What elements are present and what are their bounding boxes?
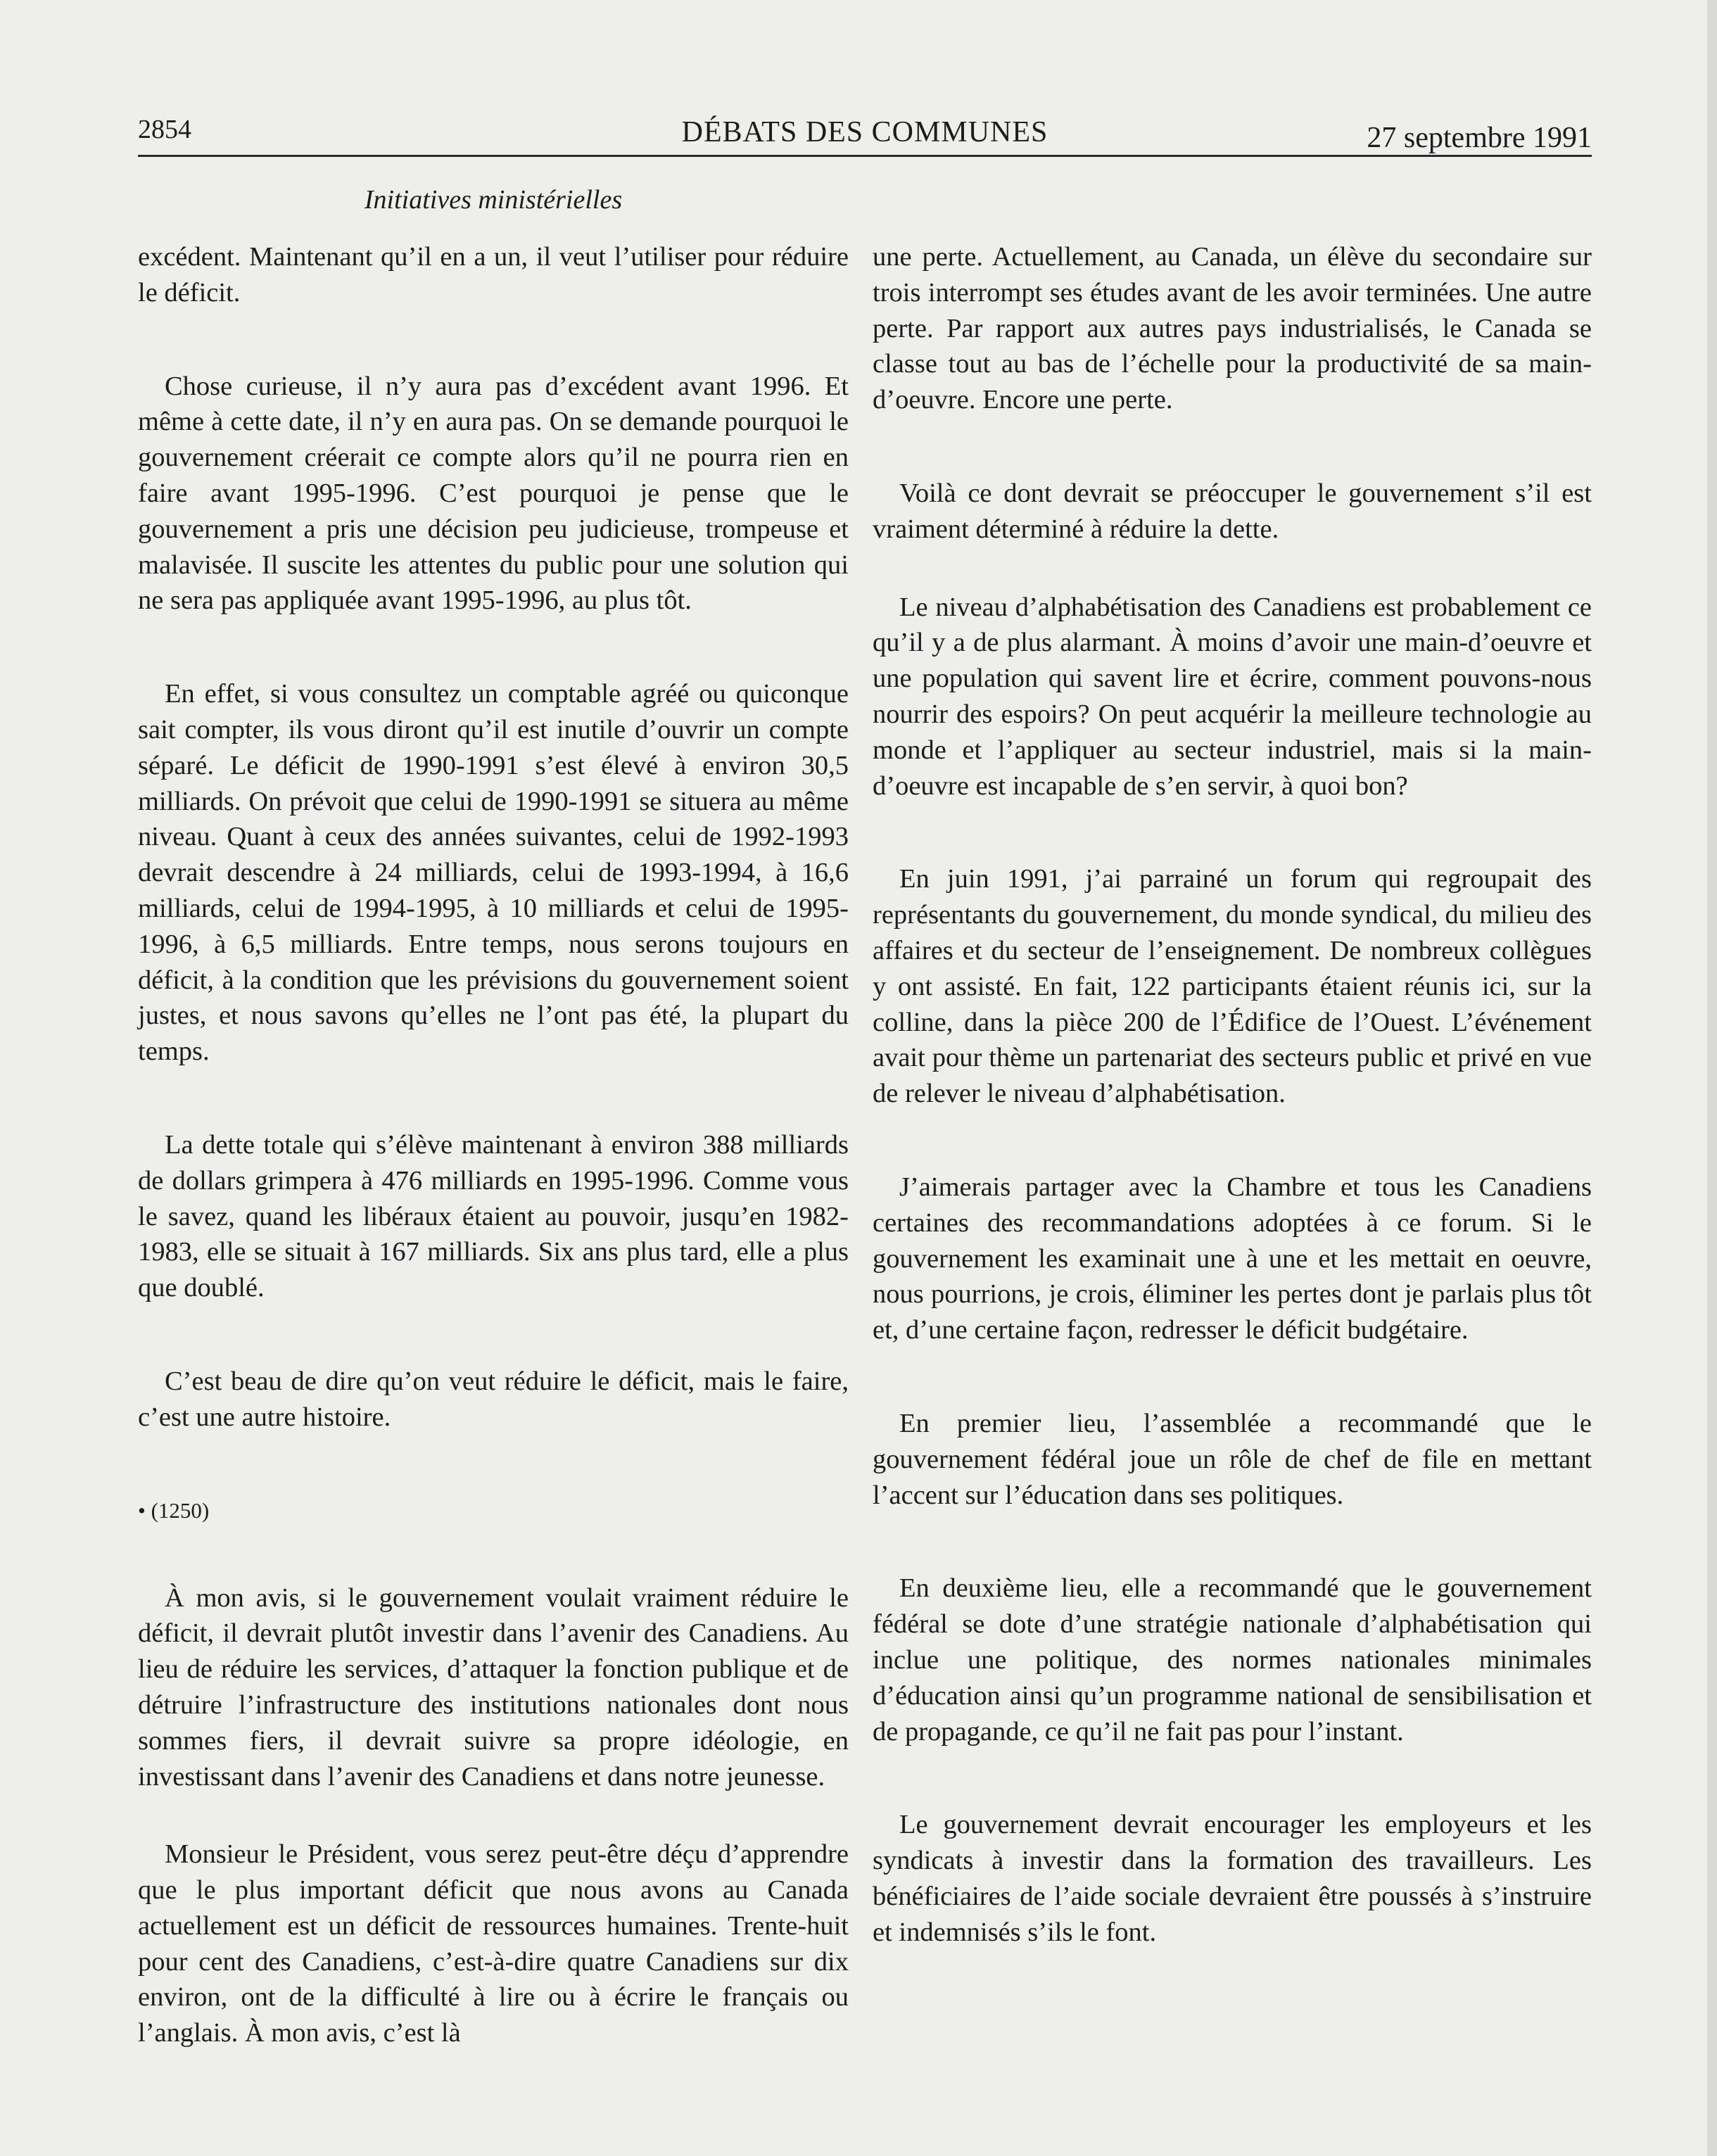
paragraph: une perte. Actuellement, au Canada, un élève du secondaire sur trois interrompt ses études avant de les avoir terminées. Une autre perte. Par rapport aux autres pays industrialisés, le Canada se classe tout au bas de l’échelle pour la productivité de sa main-d’oeuvre. Encore une perte.	[873, 242, 1592, 415]
paragraph: Le gouvernement devrait encourager les employeurs et les syndicats à investir dans la formation des travailleurs. Les bénéficiaires de l’aide sociale devraient être poussés à s’instruire et indemnisés s’ils le font.	[873, 1810, 1592, 1947]
paragraph: La dette totale qui s’élève maintenant à environ 388 milliards de dollars grimpera à 476 milliards en 1995-1996. Comme vous le savez, quand les libéraux étaient au pouvoir, jusqu’en 1982-1983, elle se situait à 167 milliards. Six ans plus tard, elle a plus que doublé.	[138, 1129, 849, 1303]
section-subheader: Initiatives ministérielles	[364, 185, 623, 215]
paragraph: En juin 1991, j’ai parrainé un forum qui regroupait des représentants du gouvernement, du monde syndical, du milieu des affaires et du secteur de l’enseignement. De nombreux collègues y ont assisté. En fait, 122 participants étaient réunis ici, sur la colline, dans la pièce 200 de l’Édifice de l’Ouest. L’événement avait pour thème un partenariat des secteurs public et privé en vue de relever le niveau d’alphabétisation.	[873, 864, 1592, 1109]
publication-date: 27 septembre 1991	[1367, 122, 1592, 154]
paragraph: En premier lieu, l’assemblée a recommandé que le gouvernement fédéral joue un rôle de chef de file en mettant l’accent sur l’éducation dans ses politiques.	[873, 1408, 1592, 1510]
time-marker: • (1250)	[138, 1497, 210, 1523]
paragraph: Monsieur le Président, vous serez peut-être déçu d’apprendre que le plus important déficit que nous avons au Canada actuellement est un déficit de ressources humaines. Trente-huit pour cent des Canadiens, c’est-à-dire quatre Canadiens sur dix environ, ont de la difficulté à lire ou à écrire le français ou l’anglais. À mon avis, c’est là	[138, 1839, 849, 2048]
paragraph: J’aimerais partager avec la Chambre et tous les Canadiens certaines des recommandations adoptées à ce forum. Si le gouvernement les examinait une à une et les mettait en oeuvre, nous pourrions, je crois, éliminer les pertes dont je parlais plus tôt et, d’une certaine façon, redresser le déficit budgétaire.	[873, 1172, 1592, 1345]
running-header	[138, 106, 1592, 162]
paragraph: C’est beau de dire qu’on veut réduire le déficit, mais le faire, c’est une autre histoire.	[138, 1366, 849, 1432]
paragraph: En effet, si vous consultez un comptable agréé ou quiconque sait compter, ils vous diront qu’il est inutile d’ouvrir un compte séparé. Le déficit de 1990-1991 s’est élevé à environ 30,5 milliards. On prévoit que celui de 1990-1991 se situera au même niveau. Quant à ceux des années suivantes, celui de 1992-1993 devrait descendre à 24 milliards, celui de 1993-1994, à 16,6 milliards, celui de 1994-1995, à 10 milliards et celui de 1995-1996, à 6,5 milliards. Entre temps, nous serons toujours en déficit, à la condition que les prévisions du gouvernement soient justes, et nous savons qu’elles ne l’ont pas été, la plupart du temps.	[138, 679, 849, 1067]
paragraph: Chose curieuse, il n’y aura pas d’excédent avant 1996. Et même à cette date, il n’y en aura pas. On se demande pourquoi le gouvernement créerait ce compte alors qu’il ne pourra rien en faire avant 1995-1996. C’est pourquoi je pense que le gouvernement a pris une décision peu judicieuse, trompeuse et malavisée. Il suscite les attentes du public pour une solution qui ne sera pas appliquée avant 1995-1996, au plus tôt.	[138, 371, 849, 616]
left-column	[138, 239, 849, 2051]
paragraph: En deuxième lieu, elle a recommandé que le gouvernement fédéral se dote d’une stratégie nationale d’alphabétisation qui inclue une politique, des normes nationales minimales d’éducation ainsi qu’un programme national de sensibilisation et de propagande, ce qu’il ne fait pas pour l’instant.	[873, 1573, 1592, 1746]
paragraph: excédent. Maintenant qu’il en a un, il veut l’utiliser pour réduire le déficit.	[138, 242, 849, 307]
paragraph: Le niveau d’alphabétisation des Canadiens est probablement ce qu’il y a de plus alarmant. À moins d’avoir une main-d’oeuvre et une population qui savent lire et écrire, comment pouvons-nous nourrir des espoirs? On peut acquérir la meilleure technologie au monde et l’appliquer au secteur industriel, mais si la main-d’oeuvre est incapable de s’en servir, à quoi bon?	[873, 592, 1592, 801]
paragraph: À mon avis, si le gouvernement voulait vraiment réduire le déficit, il devrait plutôt investir dans l’avenir des Canadiens. Au lieu de réduire les services, d’attaquer la fonction publique et de détruire l’infrastructure des institutions nationales dont nous sommes fiers, il devrait suivre sa propre idéologie, en investissant dans l’avenir des Canadiens et dans notre jeunesse.	[138, 1583, 849, 1792]
paragraph: Voilà ce dont devrait se préoccuper le gouvernement s’il est vraiment déterminé à réduire la dette.	[873, 478, 1592, 544]
header-rule	[138, 155, 1592, 157]
right-column	[873, 239, 1592, 1950]
page-number: 2854	[138, 115, 191, 144]
publication-title: DÉBATS DES COMMUNES	[681, 116, 1048, 148]
page-edge	[1707, 0, 1717, 2156]
